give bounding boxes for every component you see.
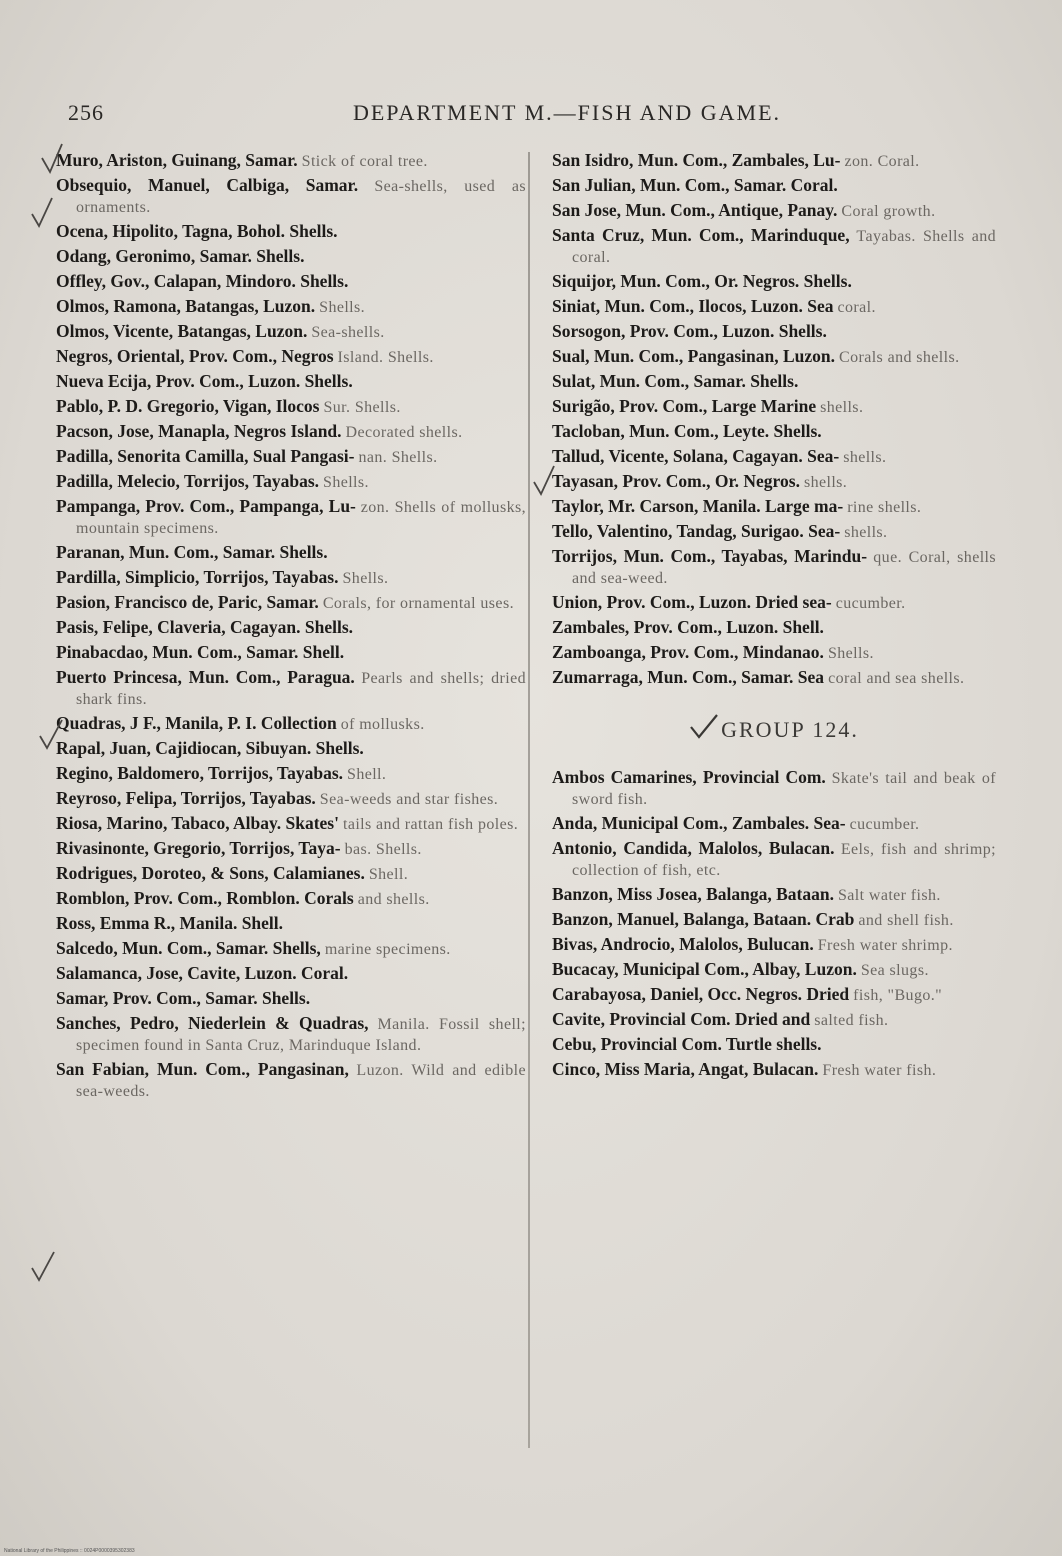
entry-description: fish, "Bugo." bbox=[853, 987, 943, 1004]
group-exhibitor-entry bbox=[552, 1059, 996, 1081]
entry-name: Sorsogon, Prov. Com., Luzon. Shells. bbox=[552, 321, 827, 341]
group-exhibitor-entry bbox=[552, 813, 996, 835]
exhibitor-entry bbox=[56, 988, 526, 1010]
entry-name: Sual, Mun. Com., Pangasinan, Luzon. bbox=[552, 346, 835, 366]
group-entries bbox=[552, 767, 996, 1081]
group-heading-text: GROUP 124. bbox=[721, 717, 859, 742]
entry-description: Shell. bbox=[368, 866, 409, 883]
right-column bbox=[552, 150, 996, 1450]
page-number: 256 bbox=[68, 100, 104, 125]
entry-description: Corals, for ornamental uses. bbox=[322, 595, 514, 612]
exhibitor-entry bbox=[552, 446, 996, 468]
exhibitor-entry bbox=[56, 496, 526, 539]
entry-name: Pasion, Francisco de, Paric, Samar. bbox=[56, 592, 319, 612]
entry-description: Tayabas. Shells and coral. bbox=[572, 228, 996, 266]
group-exhibitor-entry bbox=[552, 1009, 996, 1031]
entry-name: Rivasinonte, Gregorio, Torrijos, Taya- bbox=[56, 838, 341, 858]
exhibitor-entry bbox=[552, 296, 996, 318]
exhibitor-entry bbox=[56, 446, 526, 468]
entry-description: shells. bbox=[843, 449, 887, 466]
exhibitor-entry bbox=[56, 271, 526, 293]
entry-name: Bucacay, Municipal Com., Albay, Luzon. bbox=[552, 959, 857, 979]
exhibitor-entry bbox=[56, 913, 526, 935]
group-exhibitor-entry bbox=[552, 909, 996, 931]
exhibitor-entry bbox=[552, 471, 996, 493]
entry-description: Sea-shells, used as ornaments. bbox=[76, 178, 526, 216]
group-exhibitor-entry bbox=[552, 884, 996, 906]
entry-description: coral. bbox=[837, 299, 876, 316]
entry-description: Shells. bbox=[323, 474, 369, 491]
margin-checkmark-icon bbox=[532, 464, 558, 498]
entry-description: Skate's tail and beak of sword fish. bbox=[572, 770, 996, 808]
entry-name: Pasis, Felipe, Claveria, Cagayan. Shells. bbox=[56, 617, 354, 637]
exhibitor-entry bbox=[56, 321, 526, 343]
exhibitor-entry bbox=[552, 150, 996, 172]
exhibitor-entry bbox=[56, 617, 526, 639]
exhibitor-entry bbox=[552, 200, 996, 222]
exhibitor-entry bbox=[56, 813, 526, 835]
entry-description: and shell fish. bbox=[858, 912, 954, 929]
exhibitor-entry bbox=[552, 396, 996, 418]
exhibitor-entry bbox=[552, 642, 996, 664]
entry-name: Salcedo, Mun. Com., Samar. Shells, bbox=[56, 938, 321, 958]
exhibitor-entry bbox=[552, 617, 996, 639]
entry-name: Pablo, P. D. Gregorio, Vigan, Ilocos bbox=[56, 396, 320, 416]
entry-description: que. Coral, shells and sea-weed. bbox=[572, 549, 996, 587]
exhibitor-entry bbox=[56, 963, 526, 985]
entry-description: of mollusks. bbox=[340, 716, 425, 733]
entry-description: Shells. bbox=[319, 299, 366, 316]
entry-name: Salamanca, Jose, Cavite, Luzon. Coral. bbox=[56, 963, 349, 983]
group-exhibitor-entry bbox=[552, 838, 996, 881]
entry-description: Sea-weeds and star fishes. bbox=[319, 791, 499, 808]
exhibitor-entry bbox=[552, 175, 996, 197]
running-title: DEPARTMENT M.—FISH AND GAME. bbox=[352, 100, 782, 125]
entry-name: Regino, Baldomero, Torrijos, Tayabas. bbox=[56, 763, 344, 783]
entry-name: San Isidro, Mun. Com., Zambales, Lu- bbox=[552, 150, 841, 170]
entry-description: Pearls and shells; dried shark fins. bbox=[76, 670, 526, 708]
entry-name: San Fabian, Mun. Com., Pangasinan, bbox=[56, 1059, 349, 1079]
exhibitor-entry bbox=[56, 371, 526, 393]
exhibitor-entry bbox=[552, 521, 996, 543]
exhibitor-entry bbox=[552, 546, 996, 589]
entry-name: Quadras, J F., Manila, P. I. Collection bbox=[56, 713, 337, 733]
exhibitor-entry bbox=[56, 888, 526, 910]
entry-description: nan. Shells. bbox=[358, 449, 438, 466]
entry-name: Pacson, Jose, Manapla, Negros Island. bbox=[56, 421, 342, 441]
entry-description: tails and rattan fish poles. bbox=[342, 816, 519, 833]
entry-name: Rodrigues, Doroteo, & Sons, Calamianes. bbox=[56, 863, 365, 883]
entry-name: Ocena, Hipolito, Tagna, Bohol. Shells. bbox=[56, 221, 338, 241]
entry-name: Bivas, Androcio, Malolos, Bulucan. bbox=[552, 934, 814, 954]
entry-name: Santa Cruz, Mun. Com., Marinduque, bbox=[552, 225, 850, 245]
entry-name: Sulat, Mun. Com., Samar. Shells. bbox=[552, 371, 799, 391]
entry-name: Offley, Gov., Calapan, Mindoro. Shells. bbox=[56, 271, 349, 291]
entry-name: Olmos, Ramona, Batangas, Luzon. bbox=[56, 296, 316, 316]
exhibitor-entry bbox=[56, 838, 526, 860]
entry-name: Muro, Ariston, Guinang, Samar. bbox=[56, 150, 298, 170]
exhibitor-entry bbox=[56, 642, 526, 664]
entry-description: Shell. bbox=[347, 766, 387, 783]
entry-name: Riosa, Marino, Tabaco, Albay. Skates' bbox=[56, 813, 339, 833]
exhibitor-entry bbox=[56, 667, 526, 710]
entry-name: Tacloban, Mun. Com., Leyte. Shells. bbox=[552, 421, 822, 441]
entry-name: Banzon, Miss Josea, Balanga, Bataan. bbox=[552, 884, 834, 904]
entry-name: Paranan, Mun. Com., Samar. Shells. bbox=[56, 542, 328, 562]
entry-name: Zamboanga, Prov. Com., Mindanao. bbox=[552, 642, 824, 662]
entry-name: Siniat, Mun. Com., Ilocos, Luzon. Sea bbox=[552, 296, 834, 316]
exhibitor-entry bbox=[552, 371, 996, 393]
entry-name: Pinabacdao, Mun. Com., Samar. Shell. bbox=[56, 642, 345, 662]
entry-description: Eels, fish and shrimp; collection of fish, etc. bbox=[572, 841, 996, 879]
group-exhibitor-entry bbox=[552, 959, 996, 981]
margin-checkmark-icon bbox=[30, 196, 56, 230]
exhibitor-entry bbox=[56, 175, 526, 218]
entry-name: Surigão, Prov. Com., Large Marine bbox=[552, 396, 817, 416]
margin-checkmark-icon bbox=[38, 718, 64, 752]
exhibitor-entry bbox=[552, 421, 996, 443]
entry-name: San Julian, Mun. Com., Samar. Coral. bbox=[552, 175, 838, 195]
entry-description: salted fish. bbox=[814, 1012, 889, 1029]
entry-name: Samar, Prov. Com., Samar. Shells. bbox=[56, 988, 311, 1008]
exhibitor-entry bbox=[552, 667, 996, 689]
entry-description: shells. bbox=[844, 524, 888, 541]
entry-name: Padilla, Senorita Camilla, Sual Pangasi- bbox=[56, 446, 355, 466]
exhibitor-entry bbox=[56, 396, 526, 418]
entry-description: Sea slugs. bbox=[860, 962, 929, 979]
entry-description: Island. Shells. bbox=[337, 349, 434, 366]
entry-name: Zambales, Prov. Com., Luzon. Shell. bbox=[552, 617, 824, 637]
exhibitor-entry bbox=[56, 567, 526, 589]
entry-name: Tayasan, Prov. Com., Or. Negros. bbox=[552, 471, 800, 491]
entry-name: Siquijor, Mun. Com., Or. Negros. Shells. bbox=[552, 271, 852, 291]
column-divider bbox=[528, 152, 530, 1448]
entry-description: Corals and shells. bbox=[839, 349, 960, 366]
entry-name: Union, Prov. Com., Luzon. Dried sea- bbox=[552, 592, 832, 612]
exhibitor-entry bbox=[552, 496, 996, 518]
entry-name: Puerto Princesa, Mun. Com., Paragua. bbox=[56, 667, 355, 687]
exhibitor-entry bbox=[56, 763, 526, 785]
margin-checkmark-icon bbox=[40, 142, 66, 176]
margin-checkmark-icon bbox=[30, 1250, 56, 1284]
entry-name: Tello, Valentino, Tandag, Surigao. Sea- bbox=[552, 521, 841, 541]
entry-name: Cavite, Provincial Com. Dried and bbox=[552, 1009, 811, 1029]
entry-description: Fresh water fish. bbox=[822, 1062, 937, 1079]
group-heading bbox=[552, 713, 996, 743]
entry-description: cucumber. bbox=[835, 595, 906, 612]
entry-description: marine specimens. bbox=[324, 941, 451, 958]
left-column bbox=[56, 150, 526, 1450]
entry-description: and shells. bbox=[357, 891, 430, 908]
entry-description: Stick of coral tree. bbox=[301, 153, 428, 170]
entry-description: Luzon. Wild and edible sea-weeds. bbox=[76, 1062, 526, 1100]
entry-description: coral and sea shells. bbox=[828, 670, 965, 687]
exhibitor-entry bbox=[56, 421, 526, 443]
entry-name: Padilla, Melecio, Torrijos, Tayabas. bbox=[56, 471, 320, 491]
entry-description: Sea-shells. bbox=[311, 324, 385, 341]
exhibitor-entry bbox=[552, 271, 996, 293]
entry-description: shells. bbox=[820, 399, 864, 416]
entry-name: Reyroso, Felipa, Torrijos, Tayabas. bbox=[56, 788, 316, 808]
entry-description: Shells. bbox=[342, 570, 389, 587]
entry-description: zon. Coral. bbox=[844, 153, 920, 170]
entry-name: Antonio, Candida, Malolos, Bulacan. bbox=[552, 838, 835, 858]
entry-description: zon. Shells of mollusks, mountain specimens. bbox=[76, 499, 526, 537]
group-exhibitor-entry bbox=[552, 1034, 996, 1056]
exhibitor-entry bbox=[56, 592, 526, 614]
page-header bbox=[62, 100, 1012, 132]
exhibitor-entry bbox=[56, 863, 526, 885]
exhibitor-entry bbox=[552, 346, 996, 368]
entry-name: Sanches, Pedro, Niederlein & Quadras, bbox=[56, 1013, 369, 1033]
entry-name: San Jose, Mun. Com., Antique, Panay. bbox=[552, 200, 838, 220]
entry-description: bas. Shells. bbox=[344, 841, 422, 858]
entry-name: Torrijos, Mun. Com., Tayabas, Marindu- bbox=[552, 546, 868, 566]
entry-description: shells. bbox=[803, 474, 848, 491]
entry-name: Tallud, Vicente, Solana, Cagayan. Sea- bbox=[552, 446, 840, 466]
right-entries bbox=[552, 150, 996, 689]
entry-name: Nueva Ecija, Prov. Com., Luzon. Shells. bbox=[56, 371, 353, 391]
exhibitor-entry bbox=[56, 150, 526, 172]
entry-name: Banzon, Manuel, Balanga, Bataan. Crab bbox=[552, 909, 855, 929]
library-footer: National Library of the Philippines :: 0024P0000395302383 bbox=[4, 1548, 135, 1554]
entry-name: Romblon, Prov. Com., Romblon. Corals bbox=[56, 888, 354, 908]
entry-name: Pardilla, Simplicio, Torrijos, Tayabas. bbox=[56, 567, 339, 587]
entry-description: Manila. Fossil shell; specimen found in Santa Cruz, Marinduque Island. bbox=[76, 1016, 526, 1054]
exhibitor-entry bbox=[552, 225, 996, 268]
entry-name: Negros, Oriental, Prov. Com., Negros bbox=[56, 346, 334, 366]
exhibitor-entry bbox=[552, 321, 996, 343]
entry-name: Ambos Camarines, Provincial Com. bbox=[552, 767, 826, 787]
entry-name: Carabayosa, Daniel, Occ. Negros. Dried bbox=[552, 984, 850, 1004]
group-exhibitor-entry bbox=[552, 934, 996, 956]
exhibitor-entry bbox=[552, 592, 996, 614]
entry-description: Sur. Shells. bbox=[323, 399, 401, 416]
exhibitor-entry bbox=[56, 1059, 526, 1102]
exhibitor-entry bbox=[56, 296, 526, 318]
exhibitor-entry bbox=[56, 713, 526, 735]
exhibitor-entry bbox=[56, 938, 526, 960]
entry-name: Cebu, Provincial Com. Turtle shells. bbox=[552, 1034, 822, 1054]
group-exhibitor-entry bbox=[552, 767, 996, 810]
entry-name: Taylor, Mr. Carson, Manila. Large ma- bbox=[552, 496, 844, 516]
entry-name: Obsequio, Manuel, Calbiga, Samar. bbox=[56, 175, 359, 195]
entry-description: Fresh water shrimp. bbox=[817, 937, 953, 954]
entry-description: Salt water fish. bbox=[837, 887, 941, 904]
entry-name: Anda, Municipal Com., Zambales. Sea- bbox=[552, 813, 846, 833]
exhibitor-entry bbox=[56, 542, 526, 564]
group-exhibitor-entry bbox=[552, 984, 996, 1006]
exhibitor-entry bbox=[56, 346, 526, 368]
entry-description: cucumber. bbox=[849, 816, 920, 833]
entry-description: Decorated shells. bbox=[345, 424, 463, 441]
entry-description: Coral growth. bbox=[841, 203, 936, 220]
entry-name: Pampanga, Prov. Com., Pampanga, Lu- bbox=[56, 496, 356, 516]
exhibitor-entry bbox=[56, 738, 526, 760]
exhibitor-entry bbox=[56, 788, 526, 810]
exhibitor-entry bbox=[56, 1013, 526, 1056]
entry-name: Rapal, Juan, Cajidiocan, Sibuyan. Shells. bbox=[56, 738, 364, 758]
entry-name: Olmos, Vicente, Batangas, Luzon. bbox=[56, 321, 308, 341]
entry-description: Shells. bbox=[827, 645, 874, 662]
entry-name: Odang, Geronimo, Samar. Shells. bbox=[56, 246, 305, 266]
exhibitor-entry bbox=[56, 221, 526, 243]
entry-name: Ross, Emma R., Manila. Shell. bbox=[56, 913, 284, 933]
exhibitor-entry bbox=[56, 471, 526, 493]
exhibitor-entry bbox=[56, 246, 526, 268]
entry-name: Cinco, Miss Maria, Angat, Bulacan. bbox=[552, 1059, 819, 1079]
checkmark-icon bbox=[689, 713, 719, 741]
entry-name: Zumarraga, Mun. Com., Samar. Sea bbox=[552, 667, 825, 687]
entry-description: rine shells. bbox=[847, 499, 922, 516]
